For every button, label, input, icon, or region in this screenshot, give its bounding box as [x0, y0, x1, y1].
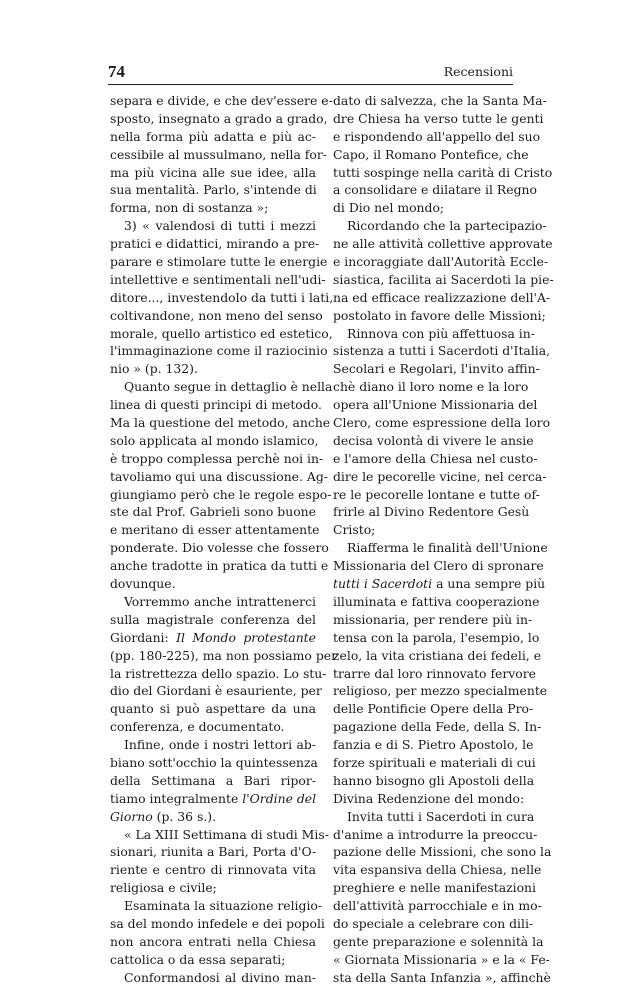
- text-line: tensa con la parola, l'esempio, lo: [333, 629, 540, 645]
- running-head: Recensioni: [443, 64, 513, 79]
- text-line: gente preparazione e solennità la: [333, 933, 544, 949]
- text-line: sulla magistrale conferenza del: [110, 611, 316, 627]
- text-line: dovunque.: [110, 576, 176, 592]
- text-line: Capo, il Romano Pontefice, che: [333, 146, 529, 162]
- left-text-column: [110, 92, 338, 987]
- text-line: nella forma più adatta e più ac-: [110, 128, 316, 144]
- text-line: Clero, come espressione della loro: [333, 415, 551, 431]
- text-line: ma più vicina alle sue idee, alla: [110, 164, 316, 180]
- text-line: pagazione della Fede, della S. In-: [333, 719, 542, 735]
- text-line: solo applicata al mondo islamico,: [110, 432, 319, 448]
- italic-fragment: Giorno: [110, 808, 153, 824]
- text-line: Ricordando che la partecipazio-: [347, 218, 547, 234]
- text-line: Rinnova con più affettuosa in-: [347, 325, 535, 341]
- text-line: intellettive e sentimentali nell'udi-: [110, 271, 326, 287]
- text-line: [110, 790, 316, 808]
- text-line: trarre dal loro rinnovato fervore: [333, 665, 536, 681]
- text-line: morale, quello artistico ed estetico,: [110, 325, 333, 341]
- text-line: illuminata e fattiva cooperazione: [333, 593, 540, 609]
- text-line: pratici e didattici, mirando a pre-: [110, 236, 320, 252]
- text-line: [110, 629, 316, 647]
- text-line: a consolidare e dilatare il Regno: [333, 182, 537, 198]
- text-line: Riafferma le finalità dell'Unione: [347, 540, 548, 556]
- text-line: linea di questi principi di metodo.: [110, 397, 322, 413]
- italic-fragment: l'Ordine del: [242, 790, 317, 806]
- text-line: sa del mondo infedele e dei popoli: [110, 915, 325, 931]
- text-line: Divina Redenzione del mondo:: [333, 790, 525, 806]
- text-line: [110, 808, 316, 826]
- text-line: separa e divide, e che dev'essere e-: [110, 93, 333, 108]
- text-fragment: tiamo integralmente: [110, 790, 243, 806]
- text-line: sposto, insegnato a grado a grado,: [110, 110, 328, 126]
- text-line: parare e stimolare tutte le energie: [110, 254, 328, 270]
- text-line: dire le pecorelle vicine, nel cerca-: [333, 468, 547, 484]
- text-line: ditore..., investendolo da tutti i lati,: [110, 289, 334, 305]
- text-line: ne alle attività collettive approvate: [333, 236, 553, 252]
- text-line: forze spirituali e materiali di cui: [333, 754, 536, 770]
- text-line: sua mentalità. Parlo, s'intende di: [110, 182, 317, 198]
- text-line: Ma la questione del metodo, anche: [110, 415, 331, 431]
- text-line: della Settimana a Bari ripor-: [110, 772, 316, 788]
- italic-fragment: tutti i Sacerdoti: [333, 576, 433, 592]
- text-line: e incoraggiate dall'Autorità Eccle-: [333, 254, 549, 270]
- text-line: cessibile al mussulmano, nella for-: [110, 146, 327, 162]
- text-line: « La XIII Settimana di studi Mis-: [124, 826, 329, 842]
- text-line: Invita tutti i Sacerdoti in cura: [347, 808, 535, 824]
- text-line: opera all'Unione Missionaria del: [333, 397, 538, 413]
- page-number: 74: [108, 62, 125, 81]
- text-line: ste dal Prof. Gabrieli sono buone: [110, 504, 316, 520]
- text-line: siastica, facilita ai Sacerdoti la pie-: [333, 271, 554, 287]
- text-line: tutti sospinge nella carità di Cristo: [333, 164, 553, 180]
- text-line: religioso, per mezzo specialmente: [333, 683, 548, 699]
- text-line: conferenza, e documentato.: [110, 719, 285, 735]
- text-line: coltivandone, non meno del senso: [110, 307, 323, 323]
- text-line: postolato in favore delle Missioni;: [333, 307, 546, 323]
- text-line: la ristrettezza dello spazio. Lo stu-: [110, 665, 327, 681]
- text-line: Quanto segue in dettaglio è nella: [124, 379, 333, 395]
- text-line: chè diano il loro nome e la loro: [333, 379, 529, 395]
- text-line: biano sott'occhio la quintessenza: [110, 754, 318, 770]
- text-line: anche tradotte in pratica da tutti e: [110, 558, 329, 574]
- text-fragment: Giordani:: [110, 629, 177, 645]
- text-line: dato di salvezza, che la Santa Ma-: [333, 93, 547, 108]
- page-header: [108, 62, 513, 85]
- text-line: na ed efficace realizzazione dell'A-: [333, 289, 551, 305]
- text-line: forma, non di sostanza »;: [110, 200, 269, 216]
- text-line: delle Pontificie Opere della Pro-: [333, 701, 534, 717]
- text-line: dre Chiesa ha verso tutte le genti: [333, 110, 544, 126]
- text-line: 3) « valendosi di tutti i mezzi: [124, 218, 316, 234]
- text-line: Infine, onde i nostri lettori ab-: [124, 737, 316, 753]
- text-line: di Dio nel mondo;: [333, 200, 445, 216]
- text-line: hanno bisogno gli Apostoli della: [333, 772, 535, 788]
- text-line: riente e centro di rinnovata vita: [110, 862, 316, 878]
- text-line: sistenza a tutti i Sacerdoti d'Italia,: [333, 343, 551, 359]
- text-line: Vorremmo anche intrattenerci: [124, 593, 316, 609]
- text-line: re le pecorelle lontane e tutte of-: [333, 486, 540, 502]
- right-text-column: [333, 92, 554, 987]
- text-line: sionari, riunita a Bari, Porta d'O-: [110, 844, 317, 860]
- text-line: sta della Santa Infanzia », affinchè: [333, 969, 551, 985]
- text-line: e meritano di esser attentamente: [110, 522, 320, 538]
- text-line: dio del Giordani è esauriente, per: [110, 683, 322, 699]
- text-line: e rispondendo all'appello del suo: [333, 128, 541, 144]
- text-line: decisa volontà di vivere le ansie: [333, 432, 534, 448]
- italic-fragment: Il Mondo protestante: [176, 629, 316, 645]
- text-line: vita espansiva della Chiesa, nelle: [333, 862, 542, 878]
- text-line: Secolari e Regolari, l'invito affin-: [333, 361, 540, 377]
- text-line: d'anime a introdurre la preoccu-: [333, 826, 538, 842]
- text-line: Cristo;: [333, 522, 376, 538]
- text-line: l'immaginazione come il raziocinio: [110, 343, 328, 359]
- text-line: religiosa e civile;: [110, 880, 217, 896]
- text-line: e l'amore della Chiesa nel custo-: [333, 450, 538, 466]
- text-fragment: a una sempre più: [432, 576, 546, 592]
- text-line: preghiere e nelle manifestazioni: [333, 880, 536, 896]
- text-line: missionaria, per rendere più in-: [333, 611, 533, 627]
- text-line: ponderate. Dio volesse che fossero: [110, 540, 329, 556]
- text-line: (pp. 180-225), ma non possiamo per: [110, 647, 338, 663]
- text-line: « Giornata Missionaria » e la « Fe-: [333, 951, 550, 967]
- text-line: dell'attività parrocchiale e in mo-: [333, 898, 542, 914]
- text-line: nio » (p. 132).: [110, 361, 198, 377]
- text-line: è troppo complessa perchè noi in-: [110, 450, 324, 466]
- text-line: Conformandosi al divino man-: [124, 969, 316, 985]
- text-line: cattolica o da essa separati;: [110, 951, 286, 967]
- text-line: do speciale a celebrare con dili-: [333, 915, 534, 931]
- text-line: pazione delle Missioni, che sono la: [333, 844, 552, 860]
- text-line: [333, 575, 546, 593]
- text-line: fanzia e di S. Pietro Apostolo, le: [333, 737, 534, 753]
- text-line: frirle al Divino Redentore Gesù: [333, 504, 530, 520]
- text-line: Esaminata la situazione religio-: [124, 898, 323, 914]
- text-fragment: (p. 36 s.).: [152, 808, 217, 824]
- text-line: quanto si può aspettare da una: [110, 701, 316, 717]
- text-line: giungiamo però che le regole espo-: [110, 486, 332, 502]
- text-line: non ancora entrati nella Chiesa: [110, 933, 316, 949]
- text-line: Missionaria del Clero di spronare: [333, 558, 544, 574]
- text-line: tavoliamo qui una discussione. Ag-: [110, 468, 328, 484]
- text-line: zelo, la vita cristiana dei fedeli, e: [333, 647, 542, 663]
